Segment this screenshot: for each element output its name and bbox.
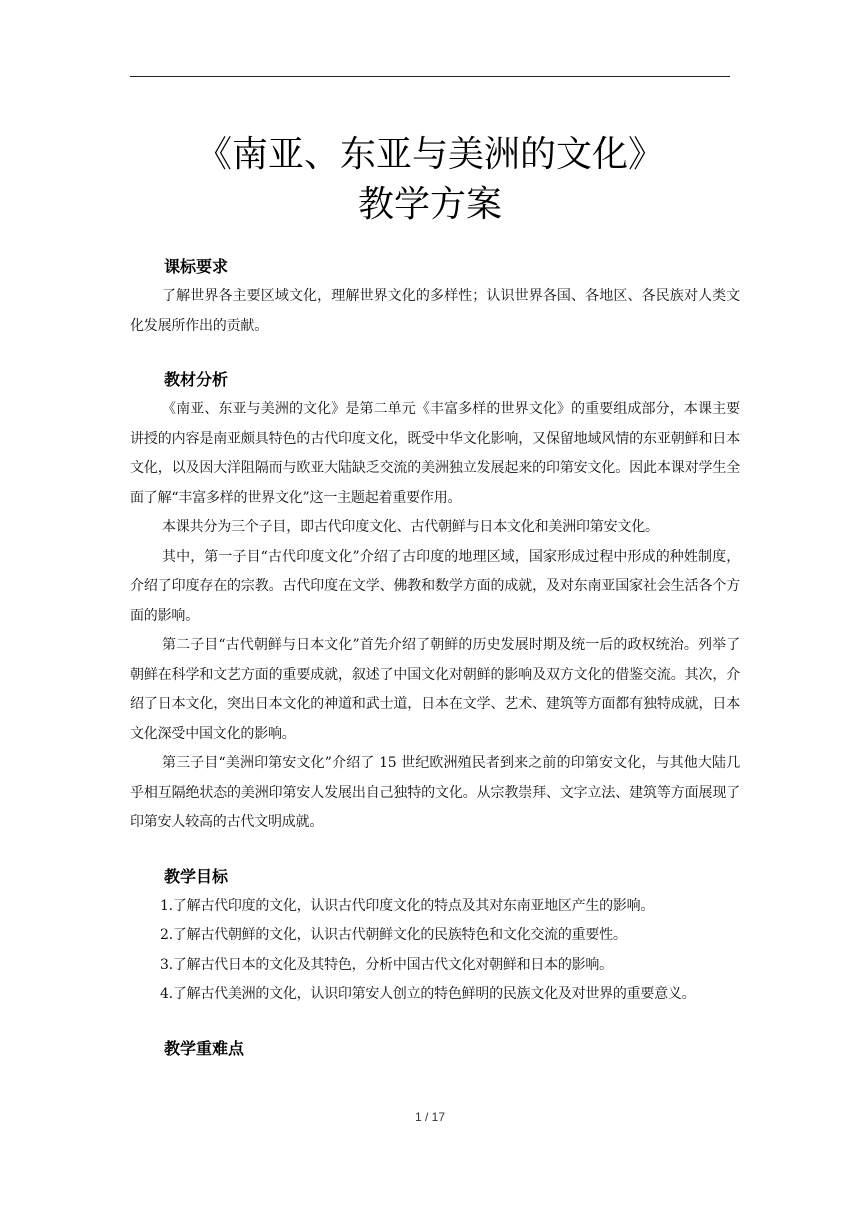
paragraph: 《南亚、东亚与美洲的文化》是第二单元《丰富多样的世界文化》的重要组成部分，本课主要讲授的内容是南亚颇具特色的古代印度文化，既受中华文化影响，又保留地域风情的东亚朝鲜和日本文化，以及因大洋阻隔而与欧亚大陆缺乏交流的美洲独立发展起来的印第安文化。因此本课对学生全面了解“丰富多样的世界文化”这一主题起着重要作用。 xyxy=(130,401,740,506)
section-standard xyxy=(130,252,740,341)
header-rule xyxy=(130,76,730,77)
spacer xyxy=(130,1010,740,1034)
section-heading: 教材分析 xyxy=(164,370,229,389)
spacer xyxy=(130,341,740,365)
section-heading: 教学重难点 xyxy=(164,1038,245,1058)
paragraph: 第三子目“美洲印第安文化”介绍了 15 世纪欧洲殖民者到来之前的印第安文化，与其他大陆几乎相互隔绝状态的美洲印第安人发展出自己独特的文化。从宗教崇拜、文字立法、建筑等方面展现了印第安人较高的古代文明成就。 xyxy=(130,755,740,830)
section-heading: 课标要求 xyxy=(164,257,229,276)
paragraph: 其中，第一子目“古代印度文化”介绍了古印度的地理区域，国家形成过程中形成的种姓制度，介绍了印度存在的宗教。古代印度在文学、佛教和数学方面的成就，及对东南亚国家社会生活各个方面的影响。 xyxy=(130,548,740,624)
title-line-2: 教学方案 xyxy=(357,184,502,225)
list-item: 1.了解古代印度的文化，认识古代印度文化的特点及其对东南亚地区产生的影响。 xyxy=(160,897,655,914)
section-key-points xyxy=(130,1034,740,1064)
section-heading: 教学目标 xyxy=(164,866,229,886)
paragraph: 第二子目“古代朝鲜与日本文化”首先介绍了朝鲜的历史发展时期及统一后的政权统治。列举了朝鲜在科学和文艺方面的重要成就，叙述了中国文化对朝鲜的影响及双方文化的借鉴交流。其次，介绍了日本文化，突出日本文化的神道和武士道，日本在文学、艺术、建筑等方面都有独特成就，日本文化深受中国文化的影响。 xyxy=(130,637,740,742)
section-goals xyxy=(130,862,740,1010)
page-number: 1 / 17 xyxy=(414,1110,446,1124)
title-line-1: 《南亚、东亚与美洲的文化》 xyxy=(195,134,664,175)
document-title xyxy=(130,130,730,230)
document-body xyxy=(130,252,740,1064)
list-item: 4.了解古代美洲的文化，认识印第安人创立的特色鲜明的民族文化及对世界的重要意义。 xyxy=(160,986,696,1002)
paragraph: 本课共分为三个子目，即古代印度文化、古代朝鲜与日本文化和美洲印第安文化。 xyxy=(162,519,659,535)
section-analysis xyxy=(130,365,740,838)
list-item: 3.了解古代日本的文化及其特色，分析中国古代文化对朝鲜和日本的影响。 xyxy=(160,956,613,973)
list-item: 2.了解古代朝鲜的文化，认识古代朝鲜文化的民族特色和文化交流的重要性。 xyxy=(160,927,627,943)
spacer xyxy=(130,838,740,862)
paragraph: 了解世界各主要区域文化，理解世界文化的多样性；认识世界各国、各地区、各民族对人类文化发展所作出的贡献。 xyxy=(130,288,740,334)
